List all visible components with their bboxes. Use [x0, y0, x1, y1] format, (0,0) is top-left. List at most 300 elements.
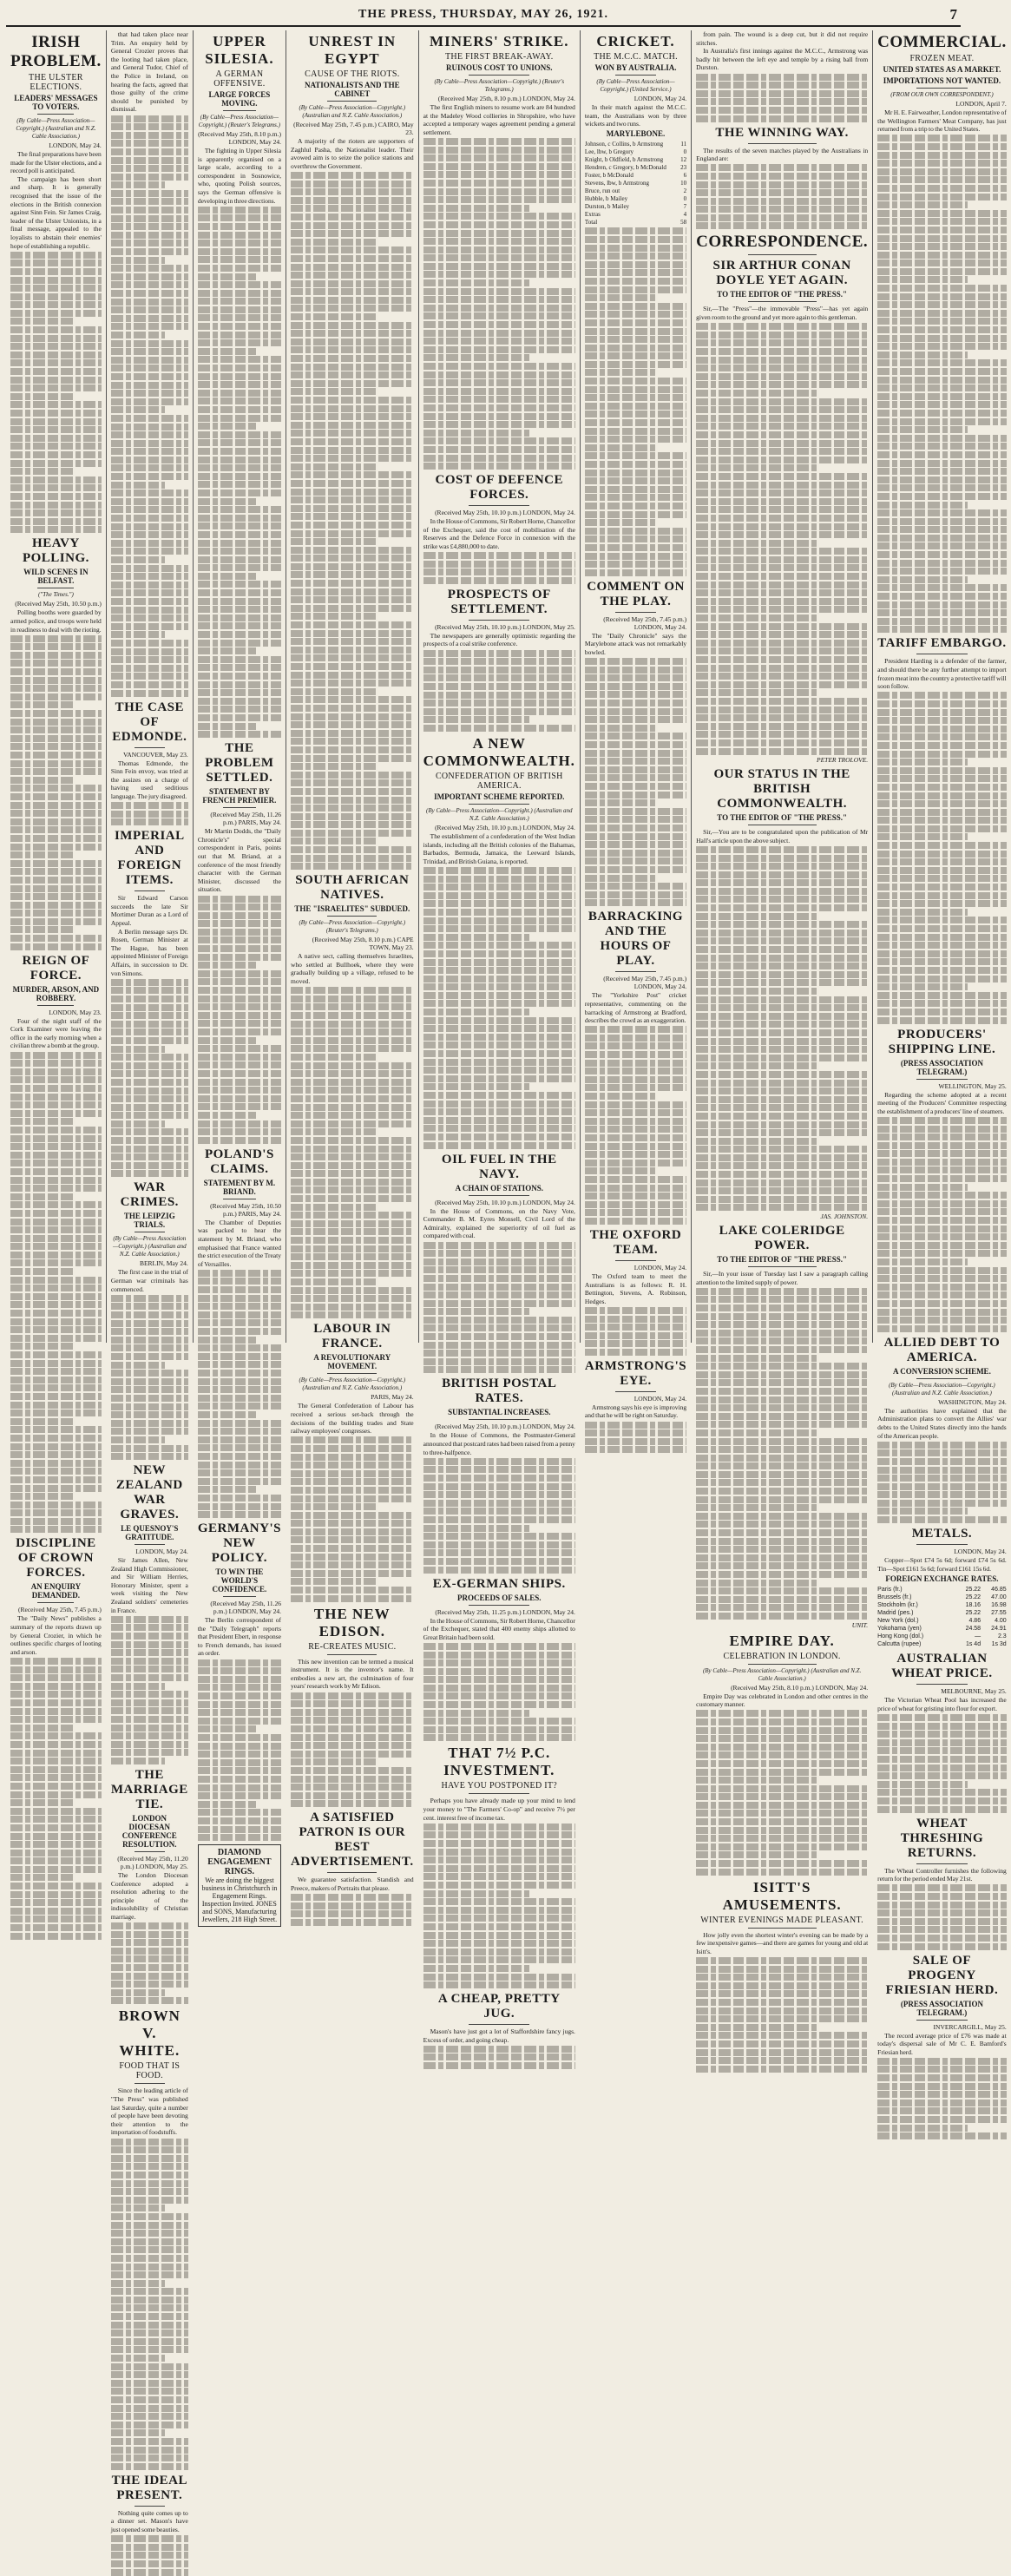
text-line [585, 369, 656, 376]
text-line [291, 1503, 377, 1510]
cable-credit: (By Cable—Press Association—Copyright.) (Reuter's Telegrams.) [434, 78, 565, 93]
text-line [423, 330, 575, 337]
text-line [585, 1118, 686, 1125]
text-line [10, 326, 102, 333]
article-paragraph: Mr H. E. Fairweather, London representative of the Wellington Farmers' Meat Company, has just returned from a trip to the United States. [877, 108, 1007, 134]
text-line [10, 1118, 74, 1125]
article-paragraph: The Chamber of Deputies was packed to hear the statement by M. Briand, who emphasised that France wanted the strict execution of the Treaty of Versailles. [197, 1218, 281, 1268]
headline-rule [615, 971, 656, 972]
article-headline: THE OXFORD TEAM. [589, 1227, 682, 1257]
text-line [696, 222, 868, 229]
text-line [696, 1957, 868, 1964]
text-line [111, 1104, 188, 1111]
article [696, 233, 868, 255]
article-subheading: THE FIRST BREAK-AWAY. [445, 52, 554, 62]
table-cell: 47.00 [991, 1594, 1007, 1601]
text-line [10, 393, 74, 400]
text-line [198, 390, 281, 397]
text-line [291, 330, 414, 337]
scorecard-row [585, 172, 686, 180]
text-line [291, 1062, 414, 1069]
text-line [696, 904, 868, 911]
text-line [585, 1042, 686, 1049]
text-line [198, 1070, 281, 1077]
article-headline: SOUTH AFRICAN NATIVES. [295, 873, 410, 903]
text-line [198, 1303, 281, 1310]
text-line [111, 1088, 188, 1094]
article [111, 1180, 188, 1460]
text-line [877, 460, 1007, 467]
dateline: (Received May 25th, 10.10 p.m.) LONDON, May 24. [435, 824, 575, 831]
text-line [291, 205, 414, 212]
text-line [877, 2058, 1007, 2065]
text-line [198, 1012, 281, 1019]
article-headline: UPPER SILESIA. [205, 33, 274, 67]
text-line [585, 486, 686, 493]
text-line [111, 2146, 188, 2153]
text-line [423, 1710, 530, 1717]
article-paragraph: A majority of the rioters are supporters of Zaghlul Pasha, the Nationalist leader. Their avowed aim is to seize the police stations and overthrow the Government. [290, 137, 414, 170]
text-line [10, 1791, 102, 1798]
article [10, 954, 102, 1534]
text-line [10, 1068, 102, 1075]
text-line [585, 444, 656, 451]
table-cell: Calcutta (rupee) [877, 1641, 922, 1648]
text-line [696, 2024, 817, 2031]
text-line [696, 74, 868, 81]
text-line [696, 2057, 868, 2064]
text-line [291, 230, 414, 237]
text-line [10, 252, 102, 259]
text-line [585, 816, 686, 823]
text-line [291, 1295, 414, 1302]
text-line [291, 1742, 414, 1749]
text-line [198, 232, 281, 239]
text-line [111, 631, 165, 638]
text-line [877, 2066, 1007, 2073]
text-line [10, 384, 102, 391]
text-line [585, 261, 686, 268]
text-line [585, 1160, 686, 1166]
text-line [198, 1469, 281, 1476]
text-line [877, 609, 1007, 616]
text-line [291, 1709, 414, 1716]
text-line [291, 1237, 414, 1244]
text-line [877, 2100, 1007, 2106]
text-line [111, 2180, 188, 2187]
dateline: (Received May 25th, 7.45 p.m.) CAIRO, May 23. [293, 121, 414, 136]
text-line [696, 2049, 868, 2056]
text-line [10, 1094, 102, 1101]
text-line [291, 1767, 414, 1774]
text-line [291, 996, 414, 1002]
text-line [423, 1275, 575, 1282]
article-kicker: TO THE EDITOR OF "THE PRESS." [717, 813, 847, 823]
text-line [423, 1643, 575, 1650]
text-line [585, 528, 686, 535]
dateline: (Received May 25th, 10.10 p.m.) LONDON, May 25. [435, 622, 575, 631]
text-line [10, 1716, 102, 1723]
text-line [585, 792, 686, 798]
article-subheading: WINTER EVENINGS MADE PLEASANT. [700, 1915, 863, 1925]
text-line [291, 1162, 414, 1169]
text-line [877, 1739, 1007, 1746]
text-line [877, 593, 1007, 600]
article-headline: EMPIRE DAY. [729, 1632, 835, 1649]
text-line [423, 983, 575, 990]
text-line [877, 858, 1007, 865]
text-line [696, 398, 868, 405]
text-line [10, 701, 74, 708]
text-line [696, 1330, 868, 1337]
text-line [696, 1580, 817, 1587]
text-line [291, 1179, 414, 1186]
cable-credit: (By Cable—Press Association—Copyright.) (Australian and N.Z. Cable Association.) [889, 1381, 995, 1396]
text-line [111, 987, 188, 994]
text-line [291, 638, 414, 645]
text-line [111, 2371, 188, 2378]
text-line [10, 418, 102, 425]
text-line [423, 379, 575, 386]
cable-credit: (By Cable—Press Association—Copyright.) (Australian and N.Z. Cable Association.) [702, 1666, 862, 1682]
text-line [877, 2083, 1007, 2090]
text-line [198, 1751, 281, 1758]
article-headline: TARIFF EMBARGO. [877, 636, 1007, 651]
text-line [423, 1101, 575, 1107]
article-paragraph: In the House of Commons, Sir Robert Horne, Chancellor of the Exchequer, stated that 400 enemy ships allotted to Great Britain had been sold. [423, 1616, 575, 1641]
text-line [10, 1101, 102, 1108]
text-line [10, 1857, 102, 1864]
text-line [696, 665, 868, 672]
text-line [111, 1758, 165, 1764]
text-line [111, 174, 188, 181]
text-line [10, 1310, 102, 1317]
dateline: (Received May 25th, 8.10 p.m.) CAPE TOWN, May 23. [312, 936, 414, 952]
table-cell: 25.22 [965, 1610, 981, 1617]
text-line [291, 863, 414, 870]
text-line [111, 382, 188, 389]
text-line [877, 800, 1007, 807]
text-line [696, 381, 868, 388]
text-line [877, 1309, 1007, 1316]
text-line [198, 457, 281, 463]
text-line [423, 1898, 575, 1905]
text-line [877, 767, 1007, 774]
text-line [877, 318, 1007, 325]
text-line [291, 371, 414, 378]
text-line [423, 1692, 575, 1699]
headline-rule [327, 1373, 377, 1374]
text-line [291, 264, 414, 271]
text-line [10, 1343, 74, 1350]
text-line [198, 1054, 281, 1061]
text-line [198, 681, 281, 688]
headline-rule [37, 114, 74, 115]
text-line [696, 1088, 868, 1094]
article-kicker: A REVOLUTIONARY MOVEMENT. [313, 1353, 391, 1371]
table-cell: 25.22 [965, 1587, 981, 1594]
text-line [291, 222, 414, 229]
text-line [111, 1683, 165, 1690]
text-line [423, 196, 575, 203]
text-line [291, 1784, 414, 1791]
text-line [291, 355, 414, 362]
text-line [198, 1701, 281, 1708]
headline-rule [748, 301, 817, 302]
article-headline: PROSPECTS OF SETTLEMENT. [447, 587, 551, 616]
text-line [198, 332, 281, 338]
text-line [696, 181, 868, 188]
column-8 [873, 30, 1011, 2056]
headline-rule [135, 1851, 166, 1852]
text-line [10, 1210, 102, 1217]
text-line [696, 173, 868, 180]
text-line [291, 255, 414, 262]
text-line [291, 571, 414, 578]
text-line [877, 1159, 1007, 1166]
article-paragraph: The London Diocesan Conference adopted a resolution adhering to the principle of the indissolubility of Christian marriage. [110, 1870, 188, 1921]
table-row [877, 1594, 1007, 1601]
text-line [877, 950, 1007, 957]
article [877, 33, 1007, 633]
text-line [111, 1303, 188, 1310]
text-line [111, 2297, 188, 2303]
text-line [198, 1295, 281, 1302]
dateline: VANCOUVER, May 23. [122, 750, 188, 759]
cable-credit: (By Cable—Press Association—Copyright.) (Australian and N.Z. Cable Association.) [299, 104, 406, 119]
text-line [696, 1171, 868, 1178]
text-line [10, 1526, 102, 1533]
text-line [291, 405, 414, 412]
table-cell: 2.3 [997, 1633, 1007, 1640]
headline-rule [469, 505, 529, 506]
column-4 [286, 30, 419, 1892]
text-line [198, 698, 281, 705]
text-line [111, 1378, 188, 1385]
text-line [10, 1899, 102, 1906]
table-row [877, 1601, 1007, 1609]
text-line [585, 311, 686, 318]
text-line [111, 1153, 188, 1160]
text-line [111, 540, 188, 547]
text-line [696, 1096, 868, 1103]
text-line [198, 1667, 281, 1674]
text-line [291, 821, 414, 828]
text-line [877, 451, 1007, 458]
article-paragraph: The authorities have explained that the Administration plans to convert the Allies' war debts to the United States directly into the hands of the American people. [877, 1406, 1007, 1440]
text-line [10, 1766, 102, 1773]
text-line [877, 1935, 1007, 1942]
text-line [111, 1649, 188, 1656]
article-paragraph: The establishment of a confederation of the West Indian islands, including all the British colonies of the Bahamas, Barbados, Bermuda, Jamaica, the Leeward Islands, Trinidad, and British Guiana, is reported. [423, 832, 575, 865]
text-line [111, 248, 188, 255]
headline-rule [469, 1195, 529, 1196]
text-line [291, 1454, 414, 1461]
text-line [423, 917, 575, 924]
article [423, 588, 575, 732]
text-line [291, 455, 414, 462]
text-line [111, 198, 188, 205]
text-line [111, 1362, 165, 1369]
article [423, 1992, 575, 2069]
text-line [198, 573, 256, 580]
text-line [10, 793, 102, 800]
article-kicker: WON BY AUSTRALIA. [594, 63, 677, 72]
article-paragraph: Sir James Allen, New Zealand High Commissioner, and Sir William Herries, Honorary Minister, spent a week visiting the New Zealand soldiers' cemeteries in France. [110, 1556, 188, 1614]
text-line [585, 477, 686, 484]
text-line [10, 301, 102, 308]
text-line [111, 406, 165, 413]
text-line [423, 221, 575, 228]
text-line [585, 1109, 686, 1116]
text-line [585, 766, 686, 773]
text-line [585, 667, 686, 674]
text-line [291, 280, 414, 287]
article [111, 1463, 188, 1764]
text-line [585, 808, 686, 815]
text-line [111, 548, 188, 555]
article-kicker: IMPORTANT SCHEME REPORTED. [434, 792, 565, 801]
text-line [696, 448, 868, 455]
text-line [585, 1209, 686, 1216]
text-line [877, 917, 1007, 923]
text-line [696, 1810, 868, 1817]
headline-rule [615, 612, 656, 613]
text-line [585, 841, 686, 848]
text-line [423, 1475, 575, 1482]
text-line [111, 415, 188, 422]
text-line [877, 1747, 1007, 1754]
text-line [877, 2125, 968, 2132]
text-line [291, 513, 414, 520]
text-line [198, 1759, 281, 1766]
text-line [10, 1135, 102, 1142]
text-line [585, 700, 686, 706]
text-line [10, 719, 102, 726]
text-line [198, 936, 281, 943]
text-line [585, 875, 656, 882]
text-line [877, 1142, 1007, 1149]
text-line [877, 825, 1007, 832]
text-line [10, 1177, 102, 1184]
text-line [696, 647, 868, 654]
text-line [585, 891, 686, 898]
text-line [696, 1080, 868, 1087]
text-line [877, 2107, 1007, 2114]
text-line [877, 227, 1007, 233]
text-line [198, 540, 281, 547]
text-line [696, 2040, 868, 2047]
text-line [696, 1851, 817, 1858]
text-line [696, 1371, 868, 1378]
text-line [291, 1270, 414, 1277]
text-line [111, 979, 188, 986]
article-paragraph: President Harding is a defender of the farmer, and should there be any further attempt to import frozen meat into the country a protective tariff will soon follow. [877, 657, 1007, 691]
text-line [198, 1709, 281, 1716]
text-line [291, 1128, 377, 1135]
text-line [291, 1037, 414, 1044]
article-paragraph: The fighting in Upper Silesia is apparently organised on a large scale, according to a correspondent in Sosnowice, who, quoting Polish sources, says the German offensive is developing in three directions. [197, 147, 281, 205]
text-line [291, 1578, 377, 1585]
text-line [877, 326, 1007, 333]
text-line [585, 419, 686, 426]
text-line [291, 1311, 414, 1318]
text-line [877, 535, 1007, 542]
text-line [10, 1451, 102, 1458]
text-line [696, 1071, 868, 1078]
text-line [111, 2569, 188, 2576]
text-line [10, 910, 102, 917]
text-line [423, 446, 575, 453]
text-line [877, 809, 1007, 816]
text-line [696, 913, 817, 920]
text-line [198, 1734, 281, 1741]
text-line [198, 498, 256, 505]
text-line [111, 1716, 188, 1723]
text-line [423, 1366, 575, 1373]
text-line [291, 1220, 414, 1227]
text-line [198, 1462, 281, 1469]
text-line [111, 215, 188, 222]
text-line [291, 547, 414, 554]
text-line [696, 863, 868, 870]
text-line [10, 902, 102, 909]
article-headline: IRISH PROBLEM. [10, 33, 102, 70]
article-kicker: SUBSTANTIAL INCREASES. [448, 1408, 551, 1417]
article-headline: MINERS' STRIKE. [430, 33, 569, 49]
text-line [198, 1403, 281, 1410]
text-line [696, 656, 868, 663]
text-line [877, 443, 1007, 450]
text-line [10, 1850, 102, 1856]
dateline: (Received May 25th, 11.20 p.m.) LONDON, May 25. [117, 1854, 188, 1870]
text-line [696, 423, 868, 430]
text-line [10, 268, 102, 275]
text-line [291, 322, 414, 329]
text-line [696, 888, 868, 895]
text-line [10, 851, 74, 858]
text-line [198, 356, 281, 363]
text-line [877, 1317, 1007, 1324]
text-line [423, 1242, 575, 1249]
article-subheading: RE-CREATES MUSIC. [308, 1641, 397, 1652]
text-line [696, 1471, 868, 1478]
text-line [877, 152, 1007, 159]
text-line [696, 1990, 868, 1997]
text-line [423, 700, 575, 706]
text-line [877, 310, 1007, 317]
text-line [585, 378, 686, 384]
text-line [585, 544, 686, 551]
text-line [111, 818, 188, 825]
text-line [877, 1943, 1007, 1950]
text-line [111, 1403, 188, 1410]
text-line [696, 2032, 868, 2039]
text-line [696, 198, 868, 205]
text-line [198, 912, 281, 919]
text-line [877, 1208, 1007, 1215]
cable-credit: (FROM OUR OWN CORRESPONDENT.) [890, 91, 994, 98]
text-line [585, 286, 686, 293]
text-line [696, 1513, 868, 1520]
article [585, 1359, 686, 1454]
text-line [291, 422, 414, 429]
text-line [111, 690, 188, 697]
text-line [291, 779, 414, 786]
text-line [198, 647, 256, 654]
text-line [198, 962, 256, 969]
text-line [585, 1422, 686, 1429]
